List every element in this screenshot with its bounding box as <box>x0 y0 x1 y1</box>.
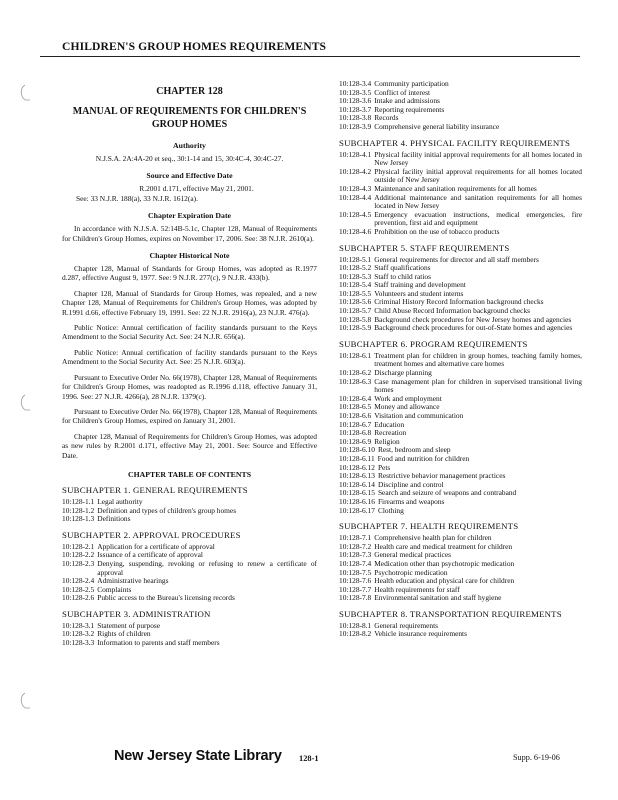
section-number: 10:128-3.9 <box>339 121 372 131</box>
left-column <box>62 86 317 652</box>
section-number: 10:128-7.5 <box>339 567 372 577</box>
section-number: 10:128-6.6 <box>339 411 372 420</box>
section-title: Firearms and weapons <box>377 496 445 506</box>
section-title: Volunteers and student interns <box>374 288 464 298</box>
section-number: 10:128-6.3 <box>339 376 372 386</box>
history-notes <box>62 264 317 460</box>
section-number: 10:128-5.1 <box>339 254 372 264</box>
section-title: Treatment plan for children in group homes, teaching family homes, treatment homes and alternative care homes <box>374 350 582 369</box>
section-number: 10:128-3.8 <box>339 113 372 123</box>
section-number: 10:128-3.1 <box>62 620 95 630</box>
section-title: General requirements for director and all staff members <box>374 254 539 264</box>
subchapter-heading: SUBCHAPTER 1. GENERAL REQUIREMENTS <box>62 484 248 495</box>
section-title: Physical facility initial approval requirements for all homes located in New Jersey <box>374 149 582 168</box>
section-number: 10:128-5.6 <box>339 297 372 307</box>
toc-entry <box>62 560 317 577</box>
subchapter-heading: SUBCHAPTER 3. ADMINISTRATION <box>62 608 211 619</box>
section-number: 10:128-3.7 <box>339 104 372 114</box>
toc-entry <box>62 639 317 648</box>
section-title: Conflict of interest <box>374 87 431 97</box>
toc-entry <box>339 472 582 481</box>
section-title: Environmental sanitation and staff hygiene <box>374 593 502 603</box>
section-number: 10:128-6.13 <box>339 471 375 481</box>
section-number: 10:128-7.6 <box>339 576 372 586</box>
section-number: 10:128-4.1 <box>339 149 372 159</box>
section-number: 10:128-2.4 <box>62 576 95 586</box>
toc-entry <box>339 594 582 603</box>
section-title: Education <box>374 419 405 429</box>
right-column <box>339 80 582 643</box>
section-title: Definition and types of children's group homes <box>97 505 237 515</box>
expiration-text: In accordance with N.J.S.A. 52:14B-5.1c, Chapter 128, Manual of Requirements for Children's Group Homes, expires on November 17, 2006. See: 38 N.J.R. 2610(a). <box>62 224 317 243</box>
toc-entry <box>339 324 582 333</box>
section-title: Maintenance and sanitation requirements for all homes <box>374 183 537 193</box>
section-title: Information to parents and staff members <box>97 638 220 648</box>
toc-entry <box>339 630 582 639</box>
section-number: 10:128-4.3 <box>339 183 372 193</box>
section-title: Reporting requirements <box>374 104 445 114</box>
section-number: 10:128-1.3 <box>62 514 95 524</box>
section-title: Rights of children <box>97 629 151 639</box>
toc-entry <box>339 151 582 168</box>
section-title: Search and seizure of weapons and contraband <box>377 488 517 498</box>
section-number: 10:128-2.1 <box>62 541 95 551</box>
section-title: Health requirements for staff <box>374 584 460 594</box>
section-title: Legal authority <box>97 496 143 506</box>
section-number: 10:128-5.3 <box>339 271 372 281</box>
toc-entry <box>62 594 317 603</box>
section-number: 10:128-7.4 <box>339 558 372 568</box>
toc-entry <box>339 123 582 132</box>
history-paragraph: Public Notice: Annual certification of facility standards pursuant to the Keys Amendment to the Social Security Act. See: 24 N.J.R. 656(a). <box>62 323 317 342</box>
section-number: 10:128-5.2 <box>339 263 372 273</box>
section-title: Staff training and development <box>374 280 466 290</box>
subchapter-heading: SUBCHAPTER 8. TRANSPORTATION REQUIREMENTS <box>339 608 562 619</box>
section-number: 10:128-6.5 <box>339 402 372 412</box>
toc-heading: CHAPTER TABLE OF CONTENTS <box>127 469 252 479</box>
section-number: 10:128-3.3 <box>62 638 95 648</box>
section-number: 10:128-7.7 <box>339 584 372 594</box>
page-number: 128-1 <box>299 754 319 763</box>
section-title: Health care and medical treatment for children <box>374 541 513 551</box>
section-number: 10:128-5.9 <box>339 323 372 333</box>
section-number: 10:128-8.2 <box>339 629 372 639</box>
section-number: 10:128-5.8 <box>339 314 372 324</box>
subchapter-list <box>62 622 317 648</box>
section-title: Issuance of a certificate of approval <box>97 550 203 560</box>
section-number: 10:128-6.8 <box>339 428 372 438</box>
section-title: Medication other than psychotropic medication <box>374 558 515 568</box>
toc-entry <box>339 211 582 228</box>
section-title: Public access to the Bureau's licensing records <box>97 593 235 603</box>
section-title: Rest, bedroom and sleep <box>377 445 451 455</box>
section-title: Psychotropic medication <box>374 567 448 577</box>
section-title: Comprehensive general liability insurance <box>374 121 500 131</box>
section-title: General requirements <box>374 620 439 630</box>
section-title: Comprehensive health plan for children <box>374 533 492 543</box>
section-title: Intake and admissions <box>374 96 440 106</box>
section-title: Physical facility initial approval requirements for all homes located outside of New Jersey <box>374 166 582 185</box>
toc-entry <box>339 228 582 237</box>
section-number: 10:128-2.5 <box>62 584 95 594</box>
section-title: Visitation and communication <box>374 411 464 420</box>
source-heading: Source and Effective Date <box>146 171 233 181</box>
section-title: Money and allowance <box>374 402 440 412</box>
section-title: Recreation <box>374 428 407 438</box>
history-paragraph: Chapter 128, Manual of Requirements for Children's Group Homes, was adopted as new rules by R.2001 d.171, effective May 21, 2001. See: Source and Effective Date. <box>62 431 317 460</box>
section-number: 10:128-4.2 <box>339 166 372 176</box>
section-title: Statement of purpose <box>97 620 161 630</box>
subchapter-heading: SUBCHAPTER 6. PROGRAM REQUIREMENTS <box>339 338 528 349</box>
section-title: Staff qualifications <box>374 263 431 273</box>
section-title: Definitions <box>97 514 131 524</box>
toc-entry <box>339 498 582 507</box>
history-paragraph: Chapter 128, Manual of Standards for Group Homes, was repealed, and a new Chapter 128, Manual of Requirements for Children's Group Homes, was adopted by R.1991 d.66, effective February 19, 1991. See: 22 N.J.R. 2916(a), 23 N.J.R. 476(a). <box>62 288 317 317</box>
section-title: General medical practices <box>374 550 451 560</box>
toc-entry <box>339 352 582 369</box>
toc-entry <box>339 378 582 395</box>
section-number: 10:128-4.5 <box>339 209 372 219</box>
section-title: Criminal History Record Information background checks <box>374 297 544 307</box>
history-paragraph: Pursuant to Executive Order No. 66(1978), Chapter 128, Manual of Requirements for Children's Group Homes, was readopted as R.1996 d.118, effective January 31, 1996. See: 27 N.J.R. 4266(a), 28 N.J.R. 1379(c). <box>62 372 317 401</box>
section-title: Child Abuse Record Information background checks <box>374 306 531 316</box>
section-title: Administrative hearings <box>97 576 169 586</box>
toc-entry <box>339 489 582 498</box>
section-title: Religion <box>374 436 400 446</box>
section-title: Health education and physical care for children <box>374 576 515 586</box>
section-number: 10:128-4.4 <box>339 192 372 202</box>
section-title: Background check procedures for out-of-State homes and agencies <box>374 323 573 333</box>
supplement-date: Supp. 6-19-06 <box>513 753 560 762</box>
section-title: Food and nutrition for children <box>377 453 470 463</box>
section-number: 10:128-6.2 <box>339 368 372 378</box>
header-rule <box>40 56 580 57</box>
section-number: 10:128-3.4 <box>339 79 372 88</box>
section-title: Emergency evacuation instructions, medical emergencies, fire prevention, first aid and equipment <box>374 209 582 228</box>
margin-mark <box>18 84 32 102</box>
library-stamp: New Jersey State Library <box>114 748 282 764</box>
history-paragraph: Pursuant to Executive Order No. 66(1978), Chapter 128, Manual of Requirements for Children's Group Homes, expired on January 31, 2001. <box>62 406 317 426</box>
source-text <box>62 184 317 203</box>
subchapter-list <box>339 352 582 515</box>
subchapter-list <box>339 151 582 237</box>
section-title: Discharge planning <box>374 368 432 378</box>
section-number: 10:128-7.3 <box>339 550 372 560</box>
subchapter-heading: SUBCHAPTER 5. STAFF REQUIREMENTS <box>339 242 510 253</box>
section-number: 10:128-3.6 <box>339 96 372 106</box>
section-title: Background check procedures for New Jersey homes and agencies <box>374 314 572 324</box>
section-title: Vehicle insurance requirements <box>374 629 467 639</box>
toc-continued-list <box>339 80 582 132</box>
section-number: 10:128-6.14 <box>339 479 375 489</box>
section-title: Clothing <box>377 505 404 515</box>
section-title: Pets <box>377 462 391 472</box>
subchapter-heading: SUBCHAPTER 7. HEALTH REQUIREMENTS <box>339 521 519 532</box>
subchapter-list <box>339 622 582 639</box>
margin-mark <box>18 394 32 412</box>
section-number: 10:128-2.6 <box>62 593 95 603</box>
section-number: 10:128-5.5 <box>339 288 372 298</box>
source-line-2: See: 33 N.J.R. 188(a), 33 N.J.R. 1612(a). <box>76 193 198 203</box>
toc-entry <box>339 455 582 464</box>
section-number: 10:128-7.8 <box>339 593 372 603</box>
section-title: Community participation <box>374 79 449 88</box>
section-number: 10:128-2.2 <box>62 550 95 560</box>
section-number: 10:128-6.12 <box>339 462 375 472</box>
toc-entry <box>339 438 582 447</box>
section-number: 10:128-1.1 <box>62 496 95 506</box>
subchapter-heading: SUBCHAPTER 4. PHYSICAL FACILITY REQUIREMENTS <box>339 137 571 148</box>
section-number: 10:128-4.6 <box>339 226 372 236</box>
running-head: CHILDREN'S GROUP HOMES REQUIREMENTS <box>62 40 327 53</box>
chapter-number: CHAPTER 128 <box>156 86 223 97</box>
section-title: Case management plan for children in supervised transitional living homes <box>374 376 582 395</box>
section-number: 10:128-6.7 <box>339 419 372 429</box>
section-number: 10:128-8.1 <box>339 620 372 630</box>
toc-entry <box>339 507 582 516</box>
margin-mark <box>18 692 32 710</box>
history-heading: Chapter Historical Note <box>149 251 230 261</box>
section-number: 10:128-3.5 <box>339 87 372 97</box>
history-paragraph: Public Notice: Annual certification of facility standards pursuant to the Keys Amendment to the Social Security Act. See: 25 N.J.R. 603(a). <box>62 347 317 367</box>
section-number: 10:128-6.4 <box>339 393 372 403</box>
subchapter-heading: SUBCHAPTER 2. APPROVAL PROCEDURES <box>62 529 241 540</box>
section-title: Staff to child ratios <box>374 271 431 281</box>
section-number: 10:128-1.2 <box>62 505 95 515</box>
subchapter-list <box>339 534 582 603</box>
chapter-title: MANUAL OF REQUIREMENTS FOR CHILDREN'S GROUP HOMES <box>72 106 307 130</box>
section-title: Work and employment <box>374 393 442 403</box>
left-toc <box>62 485 317 648</box>
section-title: Denying, suspending, revoking or refusing to renew a certificate of approval <box>97 558 317 577</box>
subchapter-list <box>62 498 317 524</box>
section-number: 10:128-6.16 <box>339 496 375 506</box>
right-toc <box>339 138 582 640</box>
section-number: 10:128-3.2 <box>62 629 95 639</box>
subchapter-list <box>339 256 582 333</box>
section-title: Discipline and control <box>377 479 444 489</box>
section-number: 10:128-7.1 <box>339 533 372 543</box>
subchapter-list <box>62 543 317 603</box>
section-number: 10:128-7.2 <box>339 541 372 551</box>
section-title: Records <box>374 113 399 123</box>
history-paragraph: Chapter 128, Manual of Standards for Group Homes, was adopted as R.1977 d.287, effective August 9, 1977. See: 9 N.J.R. 277(c), 9 N.J.R. 433(b). <box>62 264 317 283</box>
section-number: 10:128-6.1 <box>339 350 372 360</box>
section-number: 10:128-6.17 <box>339 505 375 515</box>
section-number: 10:128-5.7 <box>339 306 372 316</box>
authority-text: N.J.S.A. 2A:4A-20 et seq., 30:1-14 and 15, 30:4C-4, 30:4C-27. <box>95 154 284 163</box>
section-number: 10:128-6.9 <box>339 436 372 446</box>
section-title: Additional maintenance and sanitation requirements for all homes located in New Jersey <box>374 192 582 211</box>
expiration-heading: Chapter Expiration Date <box>147 211 232 221</box>
source-line-1: R.2001 d.171, effective May 21, 2001. <box>139 184 254 194</box>
authority-heading: Authority <box>173 141 206 150</box>
section-number: 10:128-6.10 <box>339 445 375 455</box>
section-number: 10:128-6.11 <box>339 453 375 463</box>
toc-entry <box>62 515 317 524</box>
section-number: 10:128-6.15 <box>339 488 375 498</box>
toc-entry <box>339 168 582 185</box>
section-number: 10:128-5.4 <box>339 280 372 290</box>
section-title: Restrictive behavior management practices <box>377 471 506 481</box>
section-title: Complaints <box>97 584 132 594</box>
section-title: Prohibition on the use of tobacco products <box>374 226 500 236</box>
section-title: Application for a certificate of approval <box>97 541 215 551</box>
section-number: 10:128-2.3 <box>62 558 95 568</box>
toc-entry <box>339 194 582 211</box>
